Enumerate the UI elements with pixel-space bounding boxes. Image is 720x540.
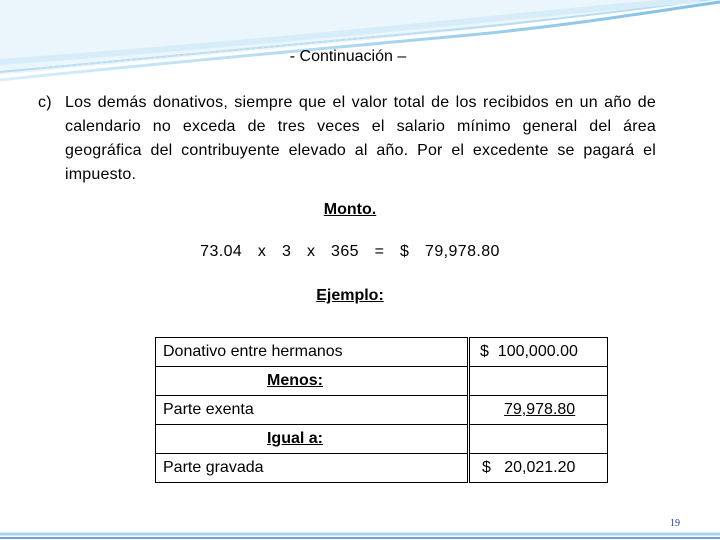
table-row [156, 367, 608, 396]
row-value: $ 100,000.00 [470, 338, 608, 367]
example-table [155, 337, 608, 483]
table-row [156, 454, 608, 483]
ejemplo-heading: Ejemplo: [316, 287, 384, 304]
row-value: $ 20,021.20 [470, 454, 608, 483]
row-value: 79,978.80 [470, 396, 608, 425]
slide-title: - Continuación – [289, 48, 407, 65]
table-row [156, 396, 608, 425]
monto-heading: Monto. [323, 201, 377, 218]
row-label: Parte exenta [156, 396, 468, 425]
paragraph-label: c) [38, 94, 52, 111]
row-subheading: Menos: [156, 367, 468, 396]
row-label: Parte gravada [156, 454, 468, 483]
row-label: Donativo entre hermanos [156, 338, 468, 367]
table-row [156, 425, 608, 454]
paragraph-text: Los demás donativos, siempre que el valor total de los recibidos en un año de calendario no exceda de tres veces el salario mínimo general del área geográfica del contribuyente elevado al año. Por el excedente se pagará el impuesto. [65, 94, 656, 183]
decorative-swoosh-header [0, 0, 720, 90]
page-number: 19 [670, 518, 680, 529]
monto-formula: 73.04 x 3 x 365 = $ 79,978.80 [200, 243, 500, 260]
table-row [156, 338, 608, 367]
row-subheading: Igual a: [156, 425, 468, 454]
decorative-footer-line [0, 528, 720, 540]
paragraph-c [38, 91, 656, 187]
